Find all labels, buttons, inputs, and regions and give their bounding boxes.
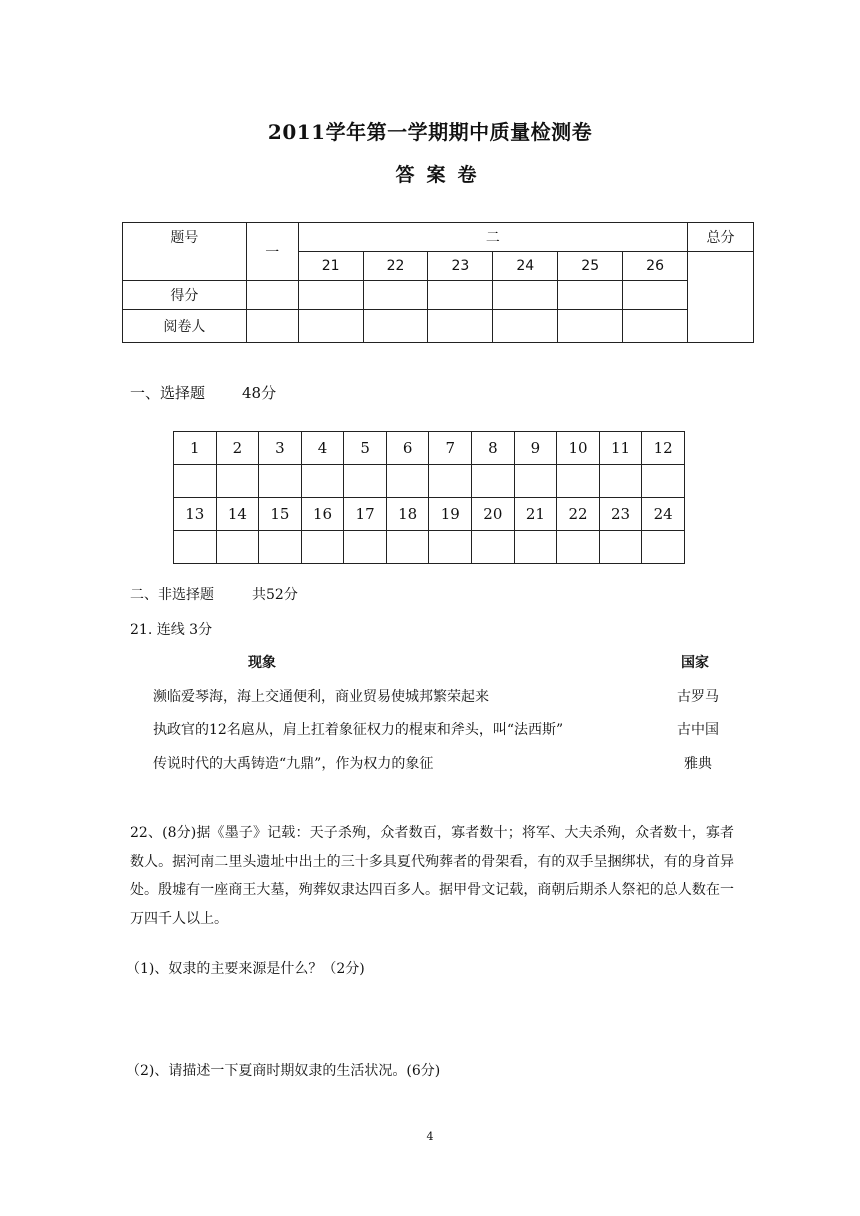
page-number: 4 [426,1130,434,1143]
sub-number-cell: 26 [623,252,688,281]
score-cell [493,281,558,310]
choice-answer-cell [429,465,472,498]
question-22-sub1: （1)、奴隶的主要来源是什么？（2分) [126,961,365,977]
score-cell [428,281,493,310]
choice-answer-cell [216,531,259,564]
question-22-passage: 22、(8分)据《墨子》记载：天子杀殉，众者数百，寡者数十；将军、大夫杀殉，众者数十，寡者数人。据河南二里头遗址中出土的三十多具夏代殉葬者的骨架看，有的双手呈捆绑状，有的身首异处。殷墟有一座商王大墓，殉葬奴隶达四百多人。据甲骨文记载，商朝后期杀人祭祀的总人数在一万四千人以上。 [130,825,734,927]
choice-answer-cell [472,531,515,564]
choice-answer-cell [557,531,600,564]
choice-answer-cell [174,465,217,498]
country-item: 古罗马 [677,689,719,705]
choice-number-cell: 1 [174,432,217,465]
question-number-header: 题号 [123,223,247,281]
section-one-points: 48分 [242,384,277,402]
choice-answer-cell [174,531,217,564]
country-item: 古中国 [677,722,719,738]
choice-number-cell: 5 [344,432,387,465]
grader-cell [363,310,428,343]
choice-number-cell: 16 [301,498,344,531]
choice-number-cell: 13 [174,498,217,531]
sub-number-cell: 21 [298,252,363,281]
score-table [122,222,754,343]
score-cell [246,281,298,310]
choice-number-cell: 2 [216,432,259,465]
choice-number-cell: 21 [514,498,557,531]
question-21-heading: 21. 连线 3分 [130,622,213,638]
grader-cell [623,310,688,343]
sub-number-cell: 24 [493,252,558,281]
choice-answer-cell [301,465,344,498]
choice-number-cell: 8 [472,432,515,465]
score-cell [558,281,623,310]
choice-answer-cell [216,465,259,498]
choice-number-cell: 12 [642,432,685,465]
choice-number-cell: 17 [344,498,387,531]
choice-answer-cell [642,465,685,498]
score-cell [623,281,688,310]
section-two-points: 共52分 [252,587,298,603]
answer-sheet-subtitle: 答案卷 [395,164,489,186]
choice-answer-cell [344,465,387,498]
choice-answer-cell [386,465,429,498]
grader-row-label: 阅卷人 [123,310,247,343]
score-row-label: 得分 [123,281,247,310]
country-column-header: 国家 [681,655,709,671]
choice-number-cell: 4 [301,432,344,465]
exam-title: 2011学年第一学期期中质量检测卷 [267,120,593,144]
part-two-header: 二 [298,223,687,252]
grader-cell [246,310,298,343]
choice-answer-cell [642,531,685,564]
choice-number-cell: 23 [599,498,642,531]
sub-number-cell: 25 [558,252,623,281]
choice-number-cell: 14 [216,498,259,531]
choice-answer-table [173,431,685,564]
phenomenon-item: 濒临爱琴海，海上交通便利，商业贸易使城邦繁荣起来 [153,689,489,705]
part-one-header: 一 [246,223,298,281]
section-two-heading: 二、非选择题 [130,587,214,603]
choice-number-cell: 20 [472,498,515,531]
sub-number-cell: 23 [428,252,493,281]
choice-answer-cell [344,531,387,564]
choice-number-cell: 11 [599,432,642,465]
question-22-sub2: （2)、请描述一下夏商时期奴隶的生活状况。(6分) [126,1063,441,1079]
grader-cell [558,310,623,343]
choice-number-cell: 22 [557,498,600,531]
score-cell [363,281,428,310]
choice-number-cell: 18 [386,498,429,531]
grader-cell [428,310,493,343]
choice-number-cell: 10 [557,432,600,465]
choice-number-cell: 3 [259,432,302,465]
choice-answer-cell [301,531,344,564]
phenomenon-column-header: 现象 [248,655,276,671]
choice-answer-cell [557,465,600,498]
choice-answer-cell [599,465,642,498]
sub-number-cell: 22 [363,252,428,281]
choice-number-cell: 24 [642,498,685,531]
choice-answer-cell [599,531,642,564]
total-score-header: 总分 [688,223,754,252]
choice-answer-cell [514,531,557,564]
country-item: 雅典 [684,756,712,772]
phenomenon-item: 传说时代的大禹铸造“九鼎”，作为权力的象征 [153,756,434,772]
choice-number-cell: 15 [259,498,302,531]
choice-answer-cell [259,465,302,498]
choice-answer-cell [386,531,429,564]
choice-answer-cell [429,531,472,564]
grader-cell [298,310,363,343]
choice-number-cell: 6 [386,432,429,465]
choice-number-cell: 19 [429,498,472,531]
grader-cell [493,310,558,343]
choice-answer-cell [472,465,515,498]
score-cell [298,281,363,310]
choice-number-cell: 7 [429,432,472,465]
section-one-heading: 一、选择题 [130,384,206,402]
choice-answer-cell [514,465,557,498]
choice-number-cell: 9 [514,432,557,465]
choice-answer-cell [259,531,302,564]
total-score-cell [688,252,754,343]
phenomenon-item: 执政官的12名扈从，肩上扛着象征权力的棍束和斧头，叫“法西斯” [153,722,564,738]
